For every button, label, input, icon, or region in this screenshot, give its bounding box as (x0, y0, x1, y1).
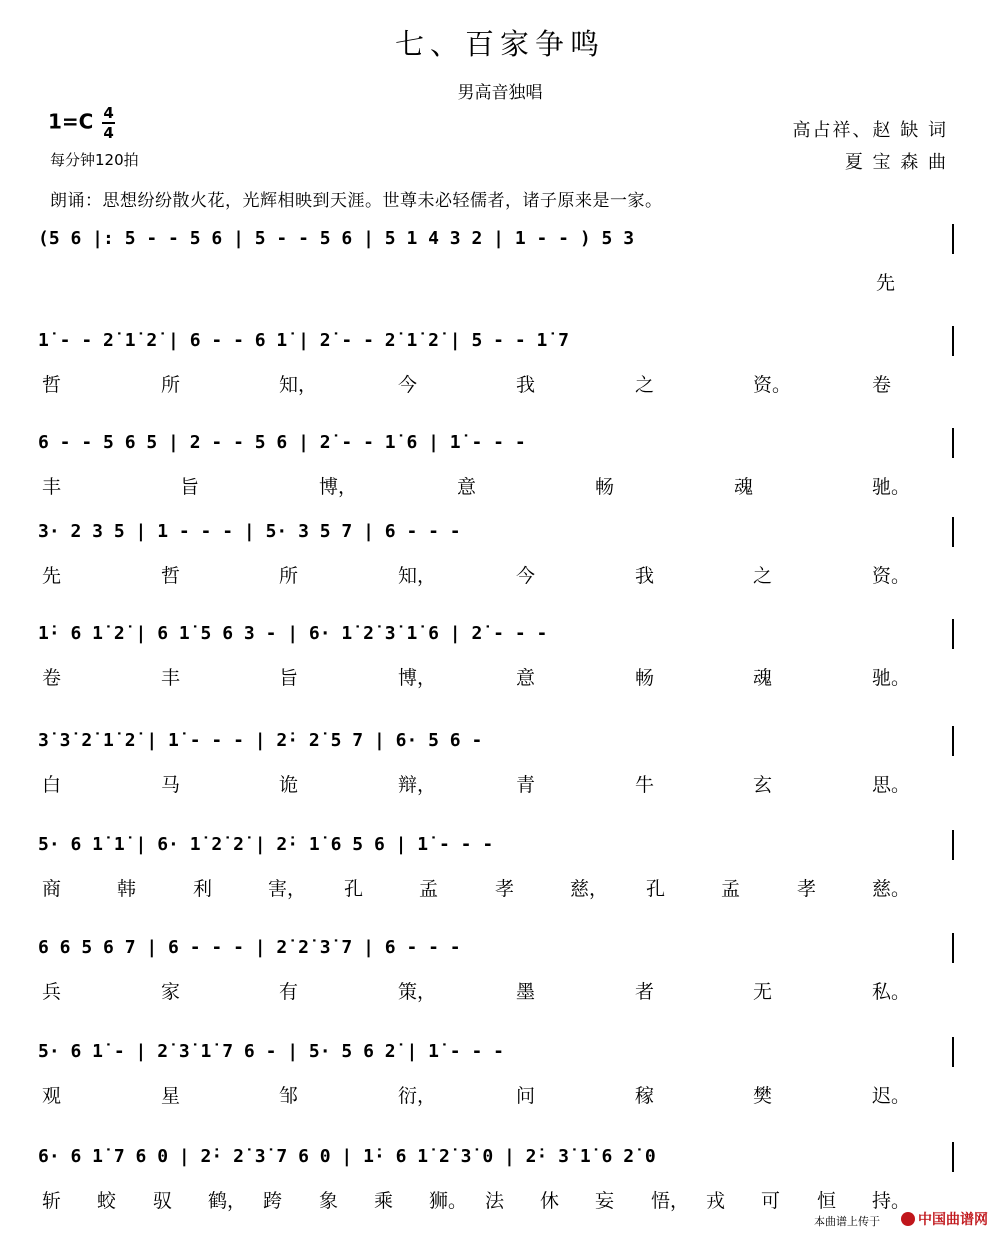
lyric-syllable: 商 (42, 878, 62, 900)
lyric-syllable: 休 (540, 1190, 560, 1212)
lyric-syllable: 资。 (872, 565, 911, 587)
lyric-syllable: 策， (398, 981, 437, 1003)
bar-line (952, 1037, 954, 1067)
lyric-syllable: 卷 (872, 374, 892, 396)
notation-line: 1̇· 6 1̇ 2̇ | 6 1̇ 5 6 3 - | 6· 1̇ 2̇ 3̇ 1̇ 6 | 2̇ - - - (38, 623, 548, 644)
lyric-syllable: 旨 (279, 667, 299, 689)
lyric-syllable: 樊 (753, 1085, 773, 1107)
upload-note: 本曲谱上传于 (814, 1215, 880, 1228)
lyric-syllable: 先 (876, 272, 896, 294)
notation-line: (5 6 |: 5 - - 5 6 | 5 - - 5 6 | 5 1 4 3 2 | 1 - - ) 5 3 (38, 228, 635, 249)
time-sig-bottom: 4 (103, 124, 114, 142)
lyric-syllable: 孝 (797, 878, 817, 900)
lyric-syllable: 意 (516, 667, 536, 689)
lyric-syllable: 孝 (495, 878, 515, 900)
notation-line: 5· 6 1̇ - | 2̇ 3̇ 1̇ 7 6 - | 5· 5 6 2̇ | 1̇ - - - (38, 1041, 504, 1062)
lyricist-credit: 高占祥、赵 缺 词 (792, 120, 948, 141)
lyric-syllable: 哲 (42, 374, 62, 396)
lyric-syllable: 之 (753, 565, 773, 587)
bar-line (952, 224, 954, 254)
lyric-syllable: 悟， (651, 1190, 690, 1212)
lyric-syllable: 跨 (263, 1190, 283, 1212)
bar-line (952, 428, 954, 458)
lyric-syllable: 魂 (734, 476, 754, 498)
lyric-syllable: 丰 (161, 667, 181, 689)
lyric-syllable: 鹤， (208, 1190, 247, 1212)
lyric-syllable: 慈。 (872, 878, 911, 900)
lyric-syllable: 观 (42, 1085, 62, 1107)
lyric-syllable: 孔 (646, 878, 666, 900)
lyric-syllable: 家 (161, 981, 181, 1003)
lyric-syllable: 玄 (753, 774, 773, 796)
bar-line (952, 726, 954, 756)
notation-line: 6 6 5 6 7 | 6 - - - | 2̇ 2̇ 3̇ 7 | 6 - - - (38, 937, 461, 958)
lyric-syllable: 哲 (161, 565, 181, 587)
lyric-syllable: 斩 (42, 1190, 62, 1212)
lyric-syllable: 青 (516, 774, 536, 796)
bar-line (952, 326, 954, 356)
lyric-syllable: 星 (161, 1085, 181, 1107)
lyric-syllable: 韩 (117, 878, 137, 900)
tempo-marking: 每分钟120拍 (50, 151, 139, 169)
lyric-syllable: 迟。 (872, 1085, 911, 1107)
lyric-syllable: 墨 (516, 981, 536, 1003)
lyric-syllable: 者 (635, 981, 655, 1003)
recitation-text: 朗诵：思想纷纷散火花，光辉相映到天涯。世尊未必轻儒者，诸子原来是一家。 (50, 191, 663, 211)
bar-line (952, 517, 954, 547)
lyric-syllable: 兵 (42, 981, 62, 1003)
lyric-syllable: 所 (161, 374, 181, 396)
lyric-syllable: 卷 (42, 667, 62, 689)
time-sig-top: 4 (103, 104, 114, 122)
lyric-syllable: 蛟 (97, 1190, 117, 1212)
lyric-syllable: 畅 (595, 476, 615, 498)
lyric-syllable: 问 (516, 1085, 536, 1107)
notation-line: 1̇ - - 2̇ 1̇ 2̇ | 6 - - 6 1̇ | 2̇ - - 2̇ 1̇ 2̇ | 5 - - 1̇ 7 (38, 330, 570, 351)
lyric-syllable: 先 (42, 565, 62, 587)
lyric-syllable: 无 (753, 981, 773, 1003)
lyric-syllable: 思。 (872, 774, 911, 796)
bar-line (952, 1142, 954, 1172)
lyric-syllable: 驭 (153, 1190, 173, 1212)
key-signature (48, 104, 115, 142)
site-brand-name: 中国曲谱网 (918, 1212, 988, 1228)
lyric-syllable: 孔 (344, 878, 364, 900)
lyric-syllable: 今 (516, 565, 536, 587)
lyric-syllable: 孟 (419, 878, 439, 900)
bar-line (952, 830, 954, 860)
site-brand (901, 1209, 988, 1229)
lyric-syllable: 狮。 (429, 1190, 468, 1212)
song-title: 七、百家争鸣 (394, 27, 605, 61)
lyric-syllable: 可 (761, 1190, 781, 1212)
lyric-syllable: 持。 (872, 1190, 911, 1212)
lyric-syllable: 慈， (570, 878, 609, 900)
lyric-syllable: 辩， (398, 774, 437, 796)
lyric-syllable: 畅 (635, 667, 655, 689)
notation-line: 3· 2 3 5 | 1 - - - | 5· 3 5 7 | 6 - - - (38, 521, 461, 542)
lyric-syllable: 邹 (279, 1085, 299, 1107)
lyric-syllable: 私。 (872, 981, 911, 1003)
lyric-syllable: 诡 (279, 774, 299, 796)
notation-line: 6· 6 1̇ 7 6 0 | 2̇· 2̇ 3̇ 7 6 0 | 1̇· 6 1̇ 2̇ 3̇ 0 | 2̇· 3̇ 1̇ 6 2̇ 0 (38, 1146, 656, 1167)
lyric-syllable: 乘 (374, 1190, 394, 1212)
lyric-syllable: 丰 (42, 476, 62, 498)
lyric-syllable: 害， (268, 878, 307, 900)
lyric-syllable: 稼 (635, 1085, 655, 1107)
lyric-syllable: 有 (279, 981, 299, 1003)
lyric-syllable: 我 (635, 565, 655, 587)
lyric-syllable: 之 (635, 374, 655, 396)
lyric-syllable: 资。 (753, 374, 792, 396)
site-logo-icon (901, 1212, 915, 1226)
lyric-syllable: 妄 (595, 1190, 615, 1212)
lyric-syllable: 魂 (753, 667, 773, 689)
lyric-syllable: 驰。 (872, 667, 911, 689)
lyric-syllable: 牛 (635, 774, 655, 796)
lyric-syllable: 知， (398, 565, 437, 587)
lyric-syllable: 驰。 (872, 476, 911, 498)
lyric-syllable: 今 (398, 374, 418, 396)
lyric-syllable: 孟 (721, 878, 741, 900)
bar-line (952, 619, 954, 649)
bar-line (952, 933, 954, 963)
lyric-syllable: 象 (319, 1190, 339, 1212)
lyric-syllable: 博， (398, 667, 437, 689)
notation-line: 5· 6 1̇ 1̇ | 6· 1̇ 2̇ 2̇ | 2̇· 1̇ 6 5 6 | 1̇ - - - (38, 834, 494, 855)
performance-type: 男高音独唱 (457, 83, 543, 103)
lyric-syllable: 恒 (817, 1190, 837, 1212)
lyric-syllable: 意 (457, 476, 477, 498)
lyric-syllable: 知， (279, 374, 318, 396)
lyric-syllable: 旨 (180, 476, 200, 498)
lyric-syllable: 戎 (706, 1190, 726, 1212)
lyric-syllable: 白 (42, 774, 62, 796)
lyric-syllable: 所 (279, 565, 299, 587)
lyric-syllable: 马 (161, 774, 181, 796)
notation-line: 6 - - 5 6 5 | 2 - - 5 6 | 2̇ - - 1̇ 6 | 1̇ - - - (38, 432, 526, 453)
lyric-syllable: 博， (319, 476, 358, 498)
lyric-syllable: 我 (516, 374, 536, 396)
key-label: 1=C (48, 109, 94, 134)
lyric-syllable: 利 (193, 878, 213, 900)
notation-line: 3̇ 3̇ 2̇ 1̇ 2̇ | 1̇ - - - | 2̇· 2̇ 5 7 | 6· 5 6 - (38, 730, 483, 751)
lyric-syllable: 衍， (398, 1085, 437, 1107)
composer-credit: 夏 宝 森 曲 (844, 152, 948, 173)
time-signature (102, 104, 114, 142)
lyric-syllable: 法 (485, 1190, 505, 1212)
